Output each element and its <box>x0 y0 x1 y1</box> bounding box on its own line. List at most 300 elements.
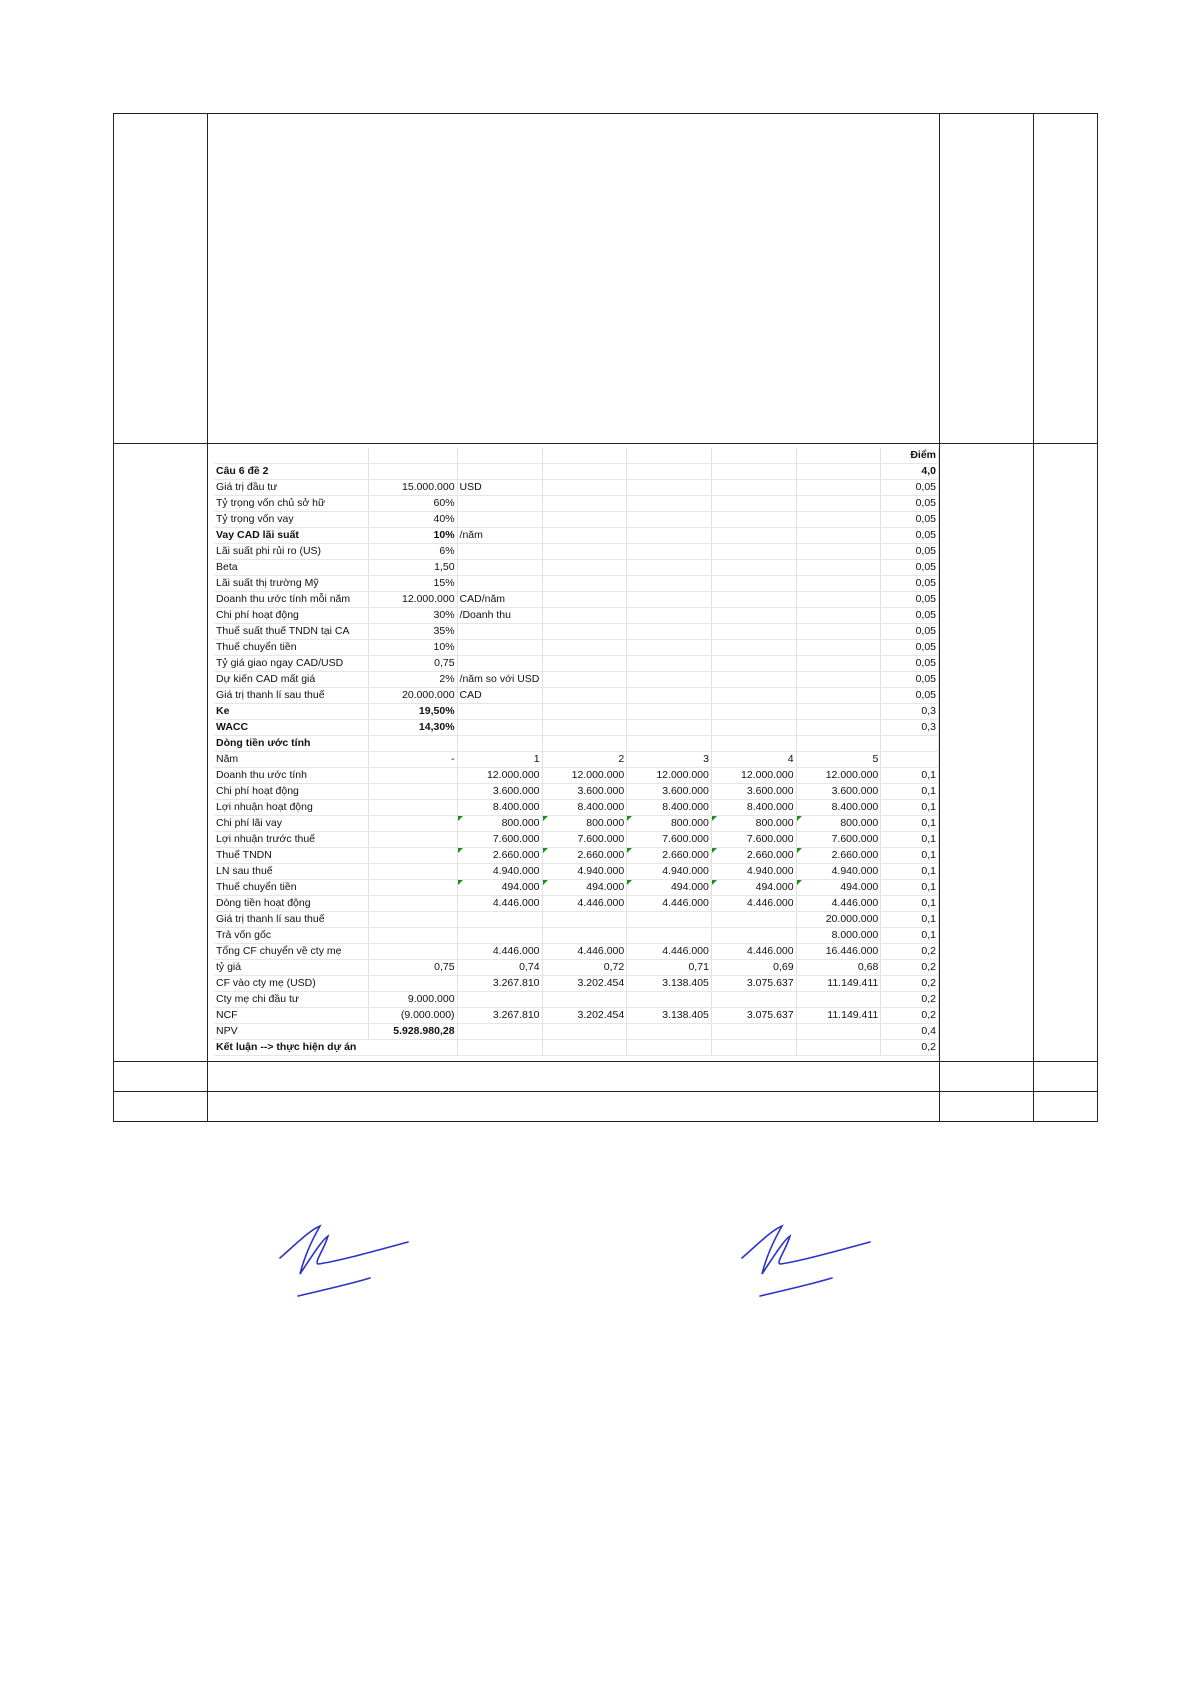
row-score: 0,1 <box>881 784 939 800</box>
cashflow-value <box>542 816 627 832</box>
cashflow-value: 3.600.000 <box>542 784 627 800</box>
cashflow-row <box>214 832 939 848</box>
row-score: 0,05 <box>881 656 939 672</box>
input-unit: /Doanh thu <box>457 608 542 624</box>
cashflow-year0 <box>368 864 457 880</box>
year-number: 2 <box>542 752 627 768</box>
input-label: Tỷ giá giao ngay CAD/USD <box>214 656 368 672</box>
comment-marker <box>627 880 632 885</box>
cashflow-value: 8.400.000 <box>542 800 627 816</box>
input-label: Chi phí hoạt động <box>214 608 368 624</box>
cashflow-label: Tổng CF chuyển về cty mẹ <box>214 944 368 960</box>
empty-cell <box>711 480 796 496</box>
input-row <box>214 624 939 640</box>
empty-cell <box>214 448 368 464</box>
row-score: 0,05 <box>881 560 939 576</box>
conclusion-row <box>214 1040 939 1056</box>
cell-value: 494.000 <box>586 881 625 893</box>
input-unit <box>457 560 542 576</box>
input-unit <box>457 656 542 672</box>
input-row <box>214 544 939 560</box>
empty-cell <box>542 624 627 640</box>
cell-value: 2.660.000 <box>492 849 540 861</box>
input-value: 19,50% <box>368 704 457 720</box>
empty-cell <box>457 736 542 752</box>
empty-cell <box>796 624 881 640</box>
empty-cell <box>711 688 796 704</box>
empty-cell <box>796 1040 881 1056</box>
cashflow-label: CF vào cty mẹ (USD) <box>214 976 368 992</box>
signature-right <box>736 1222 876 1302</box>
blank-content-cell <box>208 114 940 444</box>
cashflow-value: 3.600.000 <box>457 784 542 800</box>
input-label: Lãi suất phi rủi ro (US) <box>214 544 368 560</box>
cell-value: 800.000 <box>586 817 625 829</box>
cashflow-title: Dòng tiền ước tính <box>214 736 368 752</box>
input-row <box>214 496 939 512</box>
input-unit <box>457 512 542 528</box>
empty-cell <box>627 496 712 512</box>
cashflow-value <box>627 992 712 1008</box>
cashflow-label: Giá trị thanh lí sau thuế <box>214 912 368 928</box>
cashflow-label: Lợi nhuận trước thuế <box>214 832 368 848</box>
blank-cell <box>940 114 1034 444</box>
empty-cell <box>627 512 712 528</box>
empty-cell <box>457 448 542 464</box>
input-label: WACC <box>214 720 368 736</box>
cashflow-value <box>457 912 542 928</box>
year-0: - <box>368 752 457 768</box>
empty-cell <box>627 736 712 752</box>
input-row <box>214 592 939 608</box>
empty-cell <box>457 1040 542 1056</box>
row-score: 0,05 <box>881 640 939 656</box>
cashflow-value: 20.000.000 <box>796 912 881 928</box>
input-unit <box>457 496 542 512</box>
cashflow-value: 0,69 <box>711 960 796 976</box>
cashflow-value <box>627 1024 712 1040</box>
cashflow-value: 12.000.000 <box>711 768 796 784</box>
cashflow-row <box>214 912 939 928</box>
cashflow-value <box>796 992 881 1008</box>
cashflow-row <box>214 896 939 912</box>
empty-cell <box>796 592 881 608</box>
input-value: 60% <box>368 496 457 512</box>
input-value: 35% <box>368 624 457 640</box>
input-label: Thuế chuyển tiền <box>214 640 368 656</box>
empty-cell <box>711 576 796 592</box>
cashflow-value: 12.000.000 <box>542 768 627 784</box>
row-score: 0,1 <box>881 816 939 832</box>
input-unit <box>457 544 542 560</box>
cell-value: 800.000 <box>755 817 794 829</box>
row-score: 0,1 <box>881 832 939 848</box>
input-unit <box>457 704 542 720</box>
comment-marker <box>458 816 463 821</box>
input-label: Tỷ trọng vốn chủ sở hữ <box>214 496 368 512</box>
cell-value: 2.660.000 <box>746 849 794 861</box>
cashflow-value: 0,71 <box>627 960 712 976</box>
input-unit <box>457 624 542 640</box>
cashflow-value: 3.138.405 <box>627 976 712 992</box>
comment-marker <box>797 816 802 821</box>
cell-value: 2.660.000 <box>662 849 709 861</box>
year-row <box>214 752 939 768</box>
cashflow-row <box>214 1024 939 1040</box>
empty-cell <box>542 608 627 624</box>
input-row <box>214 688 939 704</box>
year-number: 5 <box>796 752 881 768</box>
cashflow-value <box>711 848 796 864</box>
cashflow-value: 4.940.000 <box>542 864 627 880</box>
cell-value: 800.000 <box>840 817 879 829</box>
row-score: 0,1 <box>881 912 939 928</box>
cashflow-value <box>711 816 796 832</box>
year-label: Năm <box>214 752 368 768</box>
cashflow-value <box>796 1024 881 1040</box>
cashflow-title-row <box>214 736 939 752</box>
cashflow-year0 <box>368 848 457 864</box>
cashflow-value: 3.075.637 <box>711 976 796 992</box>
input-unit: CAD <box>457 688 542 704</box>
comment-marker <box>797 848 802 853</box>
cashflow-label: Trả vốn gốc <box>214 928 368 944</box>
input-unit: /năm <box>457 528 542 544</box>
input-row <box>214 528 939 544</box>
cashflow-row <box>214 800 939 816</box>
comment-marker <box>627 816 632 821</box>
empty-cell <box>627 544 712 560</box>
empty-cell <box>627 640 712 656</box>
cashflow-year0 <box>368 784 457 800</box>
input-unit: CAD/năm <box>457 592 542 608</box>
cashflow-value: 4.446.000 <box>542 896 627 912</box>
cashflow-label: Dòng tiền hoạt động <box>214 896 368 912</box>
empty-cell <box>796 608 881 624</box>
input-row <box>214 480 939 496</box>
comment-marker <box>797 880 802 885</box>
empty-cell <box>542 544 627 560</box>
cashflow-value <box>711 1024 796 1040</box>
empty-cell <box>627 608 712 624</box>
cashflow-value: 0,74 <box>457 960 542 976</box>
input-row <box>214 720 939 736</box>
cashflow-label: tỷ giá <box>214 960 368 976</box>
signature-left <box>274 1222 414 1302</box>
row-score: 0,1 <box>881 864 939 880</box>
cashflow-value: 8.400.000 <box>457 800 542 816</box>
cashflow-value: 3.600.000 <box>711 784 796 800</box>
cashflow-value: 8.000.000 <box>796 928 881 944</box>
empty-cell <box>711 672 796 688</box>
empty-cell <box>368 736 457 752</box>
cell-value: 800.000 <box>501 817 540 829</box>
cashflow-year0 <box>368 912 457 928</box>
empty-cell <box>711 720 796 736</box>
cashflow-year0 <box>368 816 457 832</box>
cashflow-label: Cty mẹ chi đầu tư <box>214 992 368 1008</box>
empty-cell <box>796 576 881 592</box>
empty-cell <box>711 464 796 480</box>
cashflow-value: 4.940.000 <box>627 864 712 880</box>
empty-cell <box>542 1040 627 1056</box>
empty-cell <box>796 528 881 544</box>
cashflow-year0 <box>368 832 457 848</box>
empty-cell <box>711 528 796 544</box>
cashflow-value: 4.446.000 <box>711 896 796 912</box>
cashflow-year0 <box>368 768 457 784</box>
cashflow-row <box>214 768 939 784</box>
cashflow-value <box>711 880 796 896</box>
cashflow-value: 3.075.637 <box>711 1008 796 1024</box>
input-unit <box>457 640 542 656</box>
cashflow-value: 3.267.810 <box>457 1008 542 1024</box>
input-value: 20.000.000 <box>368 688 457 704</box>
empty-cell <box>542 496 627 512</box>
blank-cell <box>940 444 1034 1062</box>
cashflow-value <box>457 928 542 944</box>
empty-cell <box>796 480 881 496</box>
comment-marker <box>458 880 463 885</box>
cashflow-value <box>457 1024 542 1040</box>
cashflow-row <box>214 848 939 864</box>
empty-cell <box>627 464 712 480</box>
cashflow-row <box>214 1008 939 1024</box>
empty-cell <box>627 576 712 592</box>
row-score: 0,05 <box>881 496 939 512</box>
blank-cell <box>114 1062 208 1092</box>
cashflow-value: 7.600.000 <box>542 832 627 848</box>
cashflow-row <box>214 944 939 960</box>
empty-cell <box>796 656 881 672</box>
cashflow-value: 16.446.000 <box>796 944 881 960</box>
empty-cell <box>796 544 881 560</box>
cashflow-value: 4.446.000 <box>457 896 542 912</box>
row-score: 0,05 <box>881 528 939 544</box>
cashflow-row <box>214 816 939 832</box>
input-value: 10% <box>368 640 457 656</box>
cashflow-value: 0,68 <box>796 960 881 976</box>
input-label: Vay CAD lãi suất <box>214 528 368 544</box>
cashflow-label: Lợi nhuận hoạt động <box>214 800 368 816</box>
empty-cell <box>542 576 627 592</box>
row-score: 0,05 <box>881 576 939 592</box>
cashflow-label: Chi phí hoạt động <box>214 784 368 800</box>
row-score: 0,3 <box>881 720 939 736</box>
cashflow-row <box>214 880 939 896</box>
row-score: 0,05 <box>881 688 939 704</box>
empty-cell <box>796 672 881 688</box>
cashflow-value: 7.600.000 <box>796 832 881 848</box>
blank-cell <box>1034 114 1098 444</box>
cashflow-value <box>796 816 881 832</box>
input-value: 12.000.000 <box>368 592 457 608</box>
row-score: 0,4 <box>881 1024 939 1040</box>
cashflow-value <box>542 848 627 864</box>
cashflow-value <box>627 912 712 928</box>
cashflow-value: 12.000.000 <box>457 768 542 784</box>
cashflow-value: 4.446.000 <box>542 944 627 960</box>
cashflow-row <box>214 992 939 1008</box>
empty-cell <box>796 448 881 464</box>
empty-cell <box>542 736 627 752</box>
empty-cell <box>542 720 627 736</box>
input-value: 40% <box>368 512 457 528</box>
cell-value: 494.000 <box>755 881 794 893</box>
empty-cell <box>542 480 627 496</box>
cashflow-year0 <box>368 896 457 912</box>
blank-cell <box>1034 444 1098 1062</box>
cashflow-row <box>214 864 939 880</box>
empty-cell <box>627 656 712 672</box>
cashflow-value: 7.600.000 <box>627 832 712 848</box>
cashflow-year0: 0,75 <box>368 960 457 976</box>
empty-cell <box>627 688 712 704</box>
cashflow-value <box>627 816 712 832</box>
row-score: 0,1 <box>881 768 939 784</box>
cashflow-value <box>711 912 796 928</box>
blank-cell <box>940 1092 1034 1122</box>
empty-cell <box>796 512 881 528</box>
input-label: Tỷ trọng vốn vay <box>214 512 368 528</box>
empty-cell <box>627 704 712 720</box>
input-row <box>214 704 939 720</box>
empty-cell <box>542 464 627 480</box>
empty-cell <box>796 560 881 576</box>
row-score: 0,2 <box>881 1008 939 1024</box>
cashflow-label: NCF <box>214 1008 368 1024</box>
cashflow-label: Chi phí lãi vay <box>214 816 368 832</box>
blank-cell <box>114 1092 208 1122</box>
cashflow-value: 4.446.000 <box>711 944 796 960</box>
empty-cell <box>711 448 796 464</box>
empty-cell <box>627 560 712 576</box>
empty-cell <box>711 1040 796 1056</box>
empty-cell <box>711 512 796 528</box>
empty-cell <box>711 736 796 752</box>
spreadsheet-grid <box>214 448 939 1056</box>
blank-cell <box>208 1062 940 1092</box>
row-score: 0,1 <box>881 880 939 896</box>
blank-cell <box>114 444 208 1062</box>
blank-cell <box>1034 1062 1098 1092</box>
cashflow-year0: 5.928.980,28 <box>368 1024 457 1040</box>
empty-cell <box>542 528 627 544</box>
input-label: Doanh thu ước tính mỗi năm <box>214 592 368 608</box>
input-label: Thuế suất thuế TNDN tại CA <box>214 624 368 640</box>
cashflow-label: NPV <box>214 1024 368 1040</box>
cashflow-value <box>457 880 542 896</box>
input-value: 10% <box>368 528 457 544</box>
empty-cell <box>711 624 796 640</box>
cashflow-value: 0,72 <box>542 960 627 976</box>
cell-value: 2.660.000 <box>577 849 625 861</box>
cashflow-value: 11.149.411 <box>796 1008 881 1024</box>
empty-cell <box>796 464 881 480</box>
empty-cell <box>627 480 712 496</box>
empty-cell <box>627 592 712 608</box>
empty-cell <box>796 640 881 656</box>
input-label: Beta <box>214 560 368 576</box>
cashflow-value <box>796 848 881 864</box>
empty-cell <box>542 592 627 608</box>
input-row <box>214 656 939 672</box>
answer-key-table <box>113 113 1098 1122</box>
empty-cell <box>542 704 627 720</box>
empty-cell <box>711 640 796 656</box>
input-row <box>214 672 939 688</box>
empty-cell <box>542 512 627 528</box>
cashflow-value: 4.446.000 <box>796 896 881 912</box>
cashflow-year0: (9.000.000) <box>368 1008 457 1024</box>
cashflow-value: 4.446.000 <box>627 896 712 912</box>
input-unit <box>457 576 542 592</box>
cashflow-value <box>711 928 796 944</box>
comment-marker <box>543 816 548 821</box>
cashflow-value <box>796 880 881 896</box>
cashflow-year0 <box>368 944 457 960</box>
empty-cell <box>627 720 712 736</box>
cashflow-value: 3.600.000 <box>627 784 712 800</box>
input-value: 15% <box>368 576 457 592</box>
row-score: 0,2 <box>881 944 939 960</box>
row-score: 0,2 <box>881 960 939 976</box>
empty-cell <box>542 688 627 704</box>
cell-value: 494.000 <box>840 881 879 893</box>
cashflow-row <box>214 928 939 944</box>
cashflow-value: 3.267.810 <box>457 976 542 992</box>
empty-cell <box>711 592 796 608</box>
cashflow-year0 <box>368 976 457 992</box>
input-label: Dự kiến CAD mất giá <box>214 672 368 688</box>
cashflow-value <box>457 816 542 832</box>
cashflow-label: Doanh thu ước tính <box>214 768 368 784</box>
empty-cell <box>711 544 796 560</box>
cashflow-value: 4.940.000 <box>457 864 542 880</box>
cashflow-value <box>542 992 627 1008</box>
input-label: Giá trị thanh lí sau thuế <box>214 688 368 704</box>
spreadsheet-cell <box>208 444 940 1062</box>
comment-marker <box>712 816 717 821</box>
input-row <box>214 640 939 656</box>
blank-cell <box>114 114 208 444</box>
empty-cell <box>542 672 627 688</box>
comment-marker <box>543 880 548 885</box>
input-value: 0,75 <box>368 656 457 672</box>
blank-cell <box>1034 1092 1098 1122</box>
empty-cell <box>368 464 457 480</box>
empty-cell <box>881 736 939 752</box>
empty-cell <box>796 704 881 720</box>
row-score: 0,1 <box>881 896 939 912</box>
input-value: 30% <box>368 608 457 624</box>
cashflow-year0 <box>368 800 457 816</box>
input-value: 6% <box>368 544 457 560</box>
total-score: 4,0 <box>881 464 939 480</box>
cell-value: 2.660.000 <box>831 849 879 861</box>
comment-marker <box>543 848 548 853</box>
cashflow-value: 4.940.000 <box>796 864 881 880</box>
cashflow-value <box>627 848 712 864</box>
cashflow-value: 8.400.000 <box>711 800 796 816</box>
cashflow-value <box>457 848 542 864</box>
blank-cell <box>208 1092 940 1122</box>
empty-cell <box>542 656 627 672</box>
empty-cell <box>542 448 627 464</box>
empty-cell <box>542 560 627 576</box>
row-score: 0,2 <box>881 976 939 992</box>
empty-cell <box>627 448 712 464</box>
